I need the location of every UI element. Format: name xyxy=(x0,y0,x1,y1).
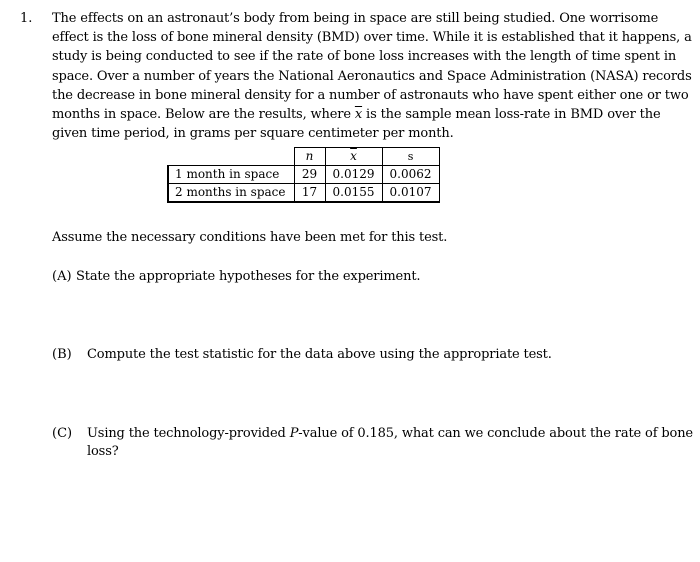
cell-mean: 0.0129 xyxy=(325,166,382,184)
cell-s: 0.0107 xyxy=(382,184,439,203)
question-line: the decrease in bone mineral density for a number of astronauts who have spent either one or two xyxy=(52,87,689,103)
row-label: 1 month in space xyxy=(168,166,294,184)
part-b-text xyxy=(87,346,552,364)
part-c-text-segment: Using the technology-provided xyxy=(87,426,290,441)
question-line: study is being conducted to see if the rate of bone loss increases with the length of time spent in xyxy=(52,49,677,65)
header-s: s xyxy=(382,148,439,166)
table-corner-cell xyxy=(168,148,294,166)
question-line: space. Over a number of years the National Aeronautics and Space Administration (NASA) records xyxy=(52,68,692,84)
part-c-label: (C) xyxy=(52,426,73,441)
sample-mean-symbol: $\overline{x}$ xyxy=(354,107,363,123)
part-b-line: Compute the test statistic for the data above using the appropriate test. xyxy=(87,347,552,362)
cell-s: 0.0062 xyxy=(382,166,439,184)
part-a-label: (A) xyxy=(52,269,72,284)
table-row xyxy=(168,184,439,203)
cell-n: 29 xyxy=(294,166,325,184)
question-text xyxy=(52,9,692,143)
question-line-text: is the sample mean loss-rate in BMD over the xyxy=(362,107,661,123)
question-line: given time period, in grams per square centimeter per month. xyxy=(52,126,454,142)
header-xbar xyxy=(325,148,382,166)
p-symbol: P xyxy=(289,426,299,441)
part-a-line: State the appropriate hypotheses for the experiment. xyxy=(76,269,421,284)
part-b-label: (B) xyxy=(52,347,72,362)
row-label: 2 months in space xyxy=(168,184,294,203)
table-row xyxy=(168,166,439,184)
part-a-text xyxy=(76,268,420,286)
cell-n: 17 xyxy=(294,184,325,203)
part-c-line: loss? xyxy=(87,444,119,459)
question-line xyxy=(52,105,680,124)
question-number: 1. xyxy=(20,11,33,26)
part-c-text-segment: -value of 0.185, what can we conclude about the rate of bone xyxy=(298,426,693,441)
part-c-text xyxy=(87,425,693,461)
question-line-text: months in space. Below are the results, where xyxy=(52,107,355,123)
question-line: The effects on an astronaut’s body from being in space are still being studied. One worrisome xyxy=(52,11,659,26)
question-line: effect is the loss of bone mineral density (BMD) over time. While it is established that it happens, a xyxy=(52,30,692,46)
cell-mean: 0.0155 xyxy=(325,184,382,203)
part-c-line xyxy=(87,425,693,443)
header-n: n xyxy=(294,148,325,166)
header-xbar-symbol: $\overline{x}$ xyxy=(350,149,357,163)
assumption-text: Assume the necessary conditions have been met for this test. xyxy=(52,230,448,245)
results-table xyxy=(167,147,440,203)
table-header-row xyxy=(168,148,439,166)
